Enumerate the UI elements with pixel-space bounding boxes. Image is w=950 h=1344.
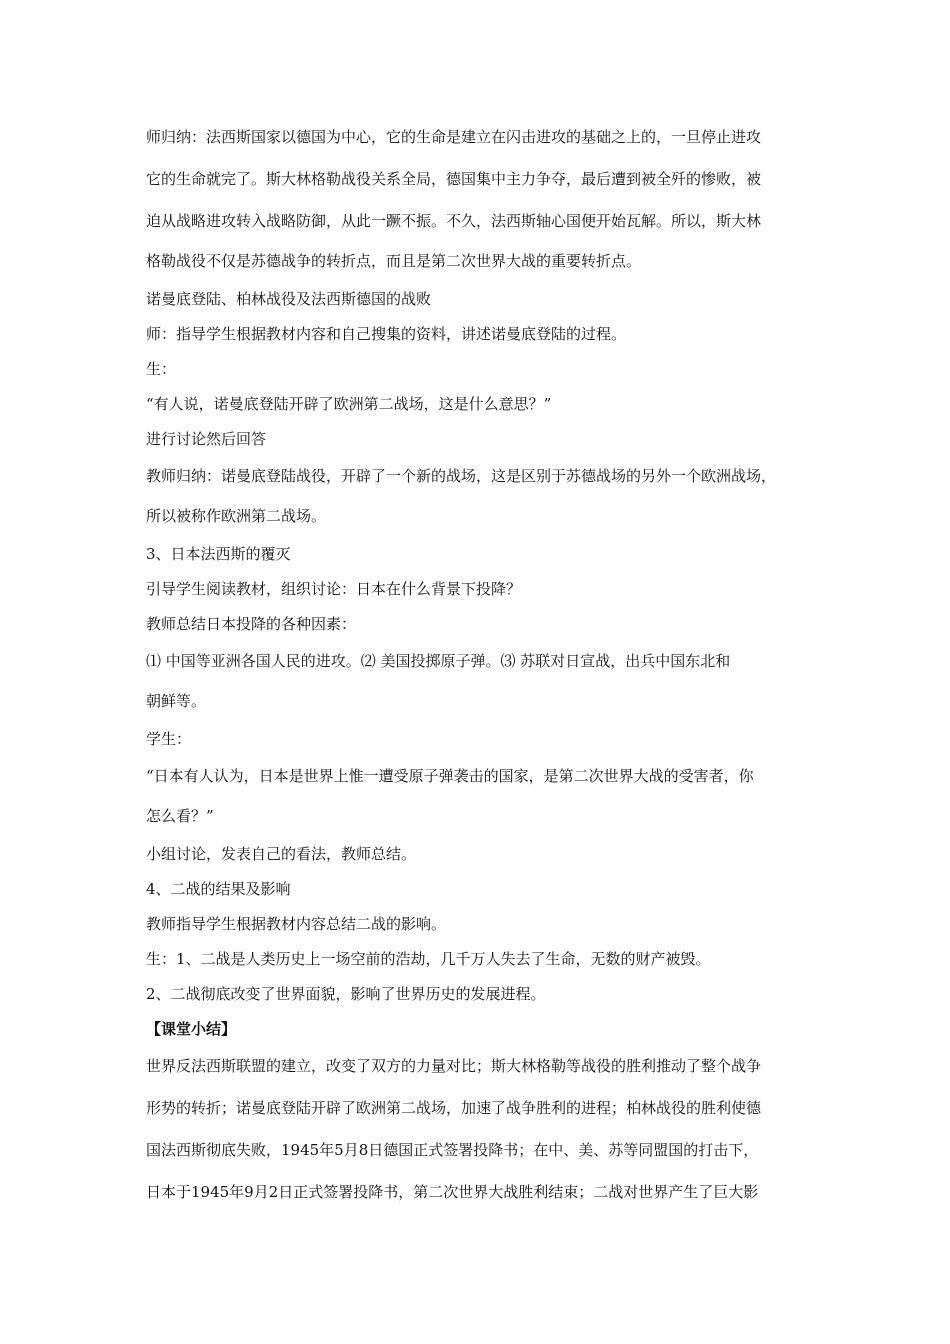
text-line: 怎么看？” <box>146 807 214 825</box>
text-line: ⑴ 中国等亚洲各国人民的进攻。⑵ 美国投掷原子弹。⑶ 苏联对日宣战，出兵中国东北和 <box>146 652 731 670</box>
text-line: 师：指导学生根据教材内容和自己搜集的资料，讲述诺曼底登陆的过程。 <box>146 325 627 343</box>
text-line: 教师总结日本投降的各种因素： <box>146 615 357 633</box>
text-line: 所以被称作欧洲第二战场。 <box>146 507 327 525</box>
text-line: 小组讨论，发表自己的看法，教师总结。 <box>146 845 417 863</box>
text-line: 日本于1945年9月2日正式签署投降书，第二次世界大战胜利结束；二战对世界产生了巨大影 <box>146 1183 759 1201</box>
text-line: 世界反法西斯联盟的建立，改变了双方的力量对比；斯大林格勒等战役的胜利推动了整个战争 <box>146 1057 762 1075</box>
text-line: 诺曼底登陆、柏林战役及法西斯德国的战败 <box>146 290 432 308</box>
text-line: 朝鲜等。 <box>146 692 207 710</box>
text-line: 生： <box>146 360 177 378</box>
text-line: 生：1、二战是人类历史上一场空前的浩劫，几千万人失去了生命，无数的财产被毁。 <box>146 950 711 968</box>
text-line: 4、二战的结果及影响 <box>146 880 291 898</box>
text-line: 2、二战彻底改变了世界面貌，影响了世界历史的发展进程。 <box>146 985 546 1003</box>
text-line: 形势的转折；诺曼底登陆开辟了欧洲第二战场，加速了战争胜利的进程；柏林战役的胜利使德 <box>146 1099 762 1117</box>
text-line: 格勒战役不仅是苏德战争的转折点，而且是第二次世界大战的重要转折点。 <box>146 252 642 270</box>
text-line: 教师指导学生根据教材内容总结二战的影响。 <box>146 915 447 933</box>
text-line: 引导学生阅读教材，组织讨论：日本在什么背景下投降？ <box>146 580 522 598</box>
text-line: 师归纳：法西斯国家以德国为中心，它的生命是建立在闪击进攻的基础之上的，一旦停止进攻 <box>146 128 762 146</box>
text-line: 学生： <box>146 730 192 748</box>
text-line: 它的生命就完了。斯大林格勒战役关系全局，德国集中主力争夺，最后遭到被全歼的惨败，被 <box>146 170 762 188</box>
text-line: “有人说，诺曼底登陆开辟了欧洲第二战场，这是什么意思？” <box>146 395 552 413</box>
text-line: 3、日本法西斯的覆灭 <box>146 545 291 563</box>
text-line: “日本有人认为，日本是世界上惟一遭受原子弹袭击的国家，是第二次世界大战的受害者，你 <box>146 767 754 785</box>
text-line: 迫从战略进攻转入战略防御，从此一蹶不振。不久，法西斯轴心国便开始瓦解。所以，斯大林 <box>146 212 762 230</box>
text-line: 进行讨论然后回答 <box>146 430 267 448</box>
document-body <box>146 122 846 1219</box>
section-heading: 【课堂小结】 <box>146 1020 237 1038</box>
text-line: 教师归纳：诺曼底登陆战役，开辟了一个新的战场，这是区别于苏德战场的另外一个欧洲战场， <box>146 467 777 485</box>
text-line: 国法西斯彻底失败，1945年5月8日德国正式签署投降书；在中、美、苏等同盟国的打击下， <box>146 1141 759 1159</box>
